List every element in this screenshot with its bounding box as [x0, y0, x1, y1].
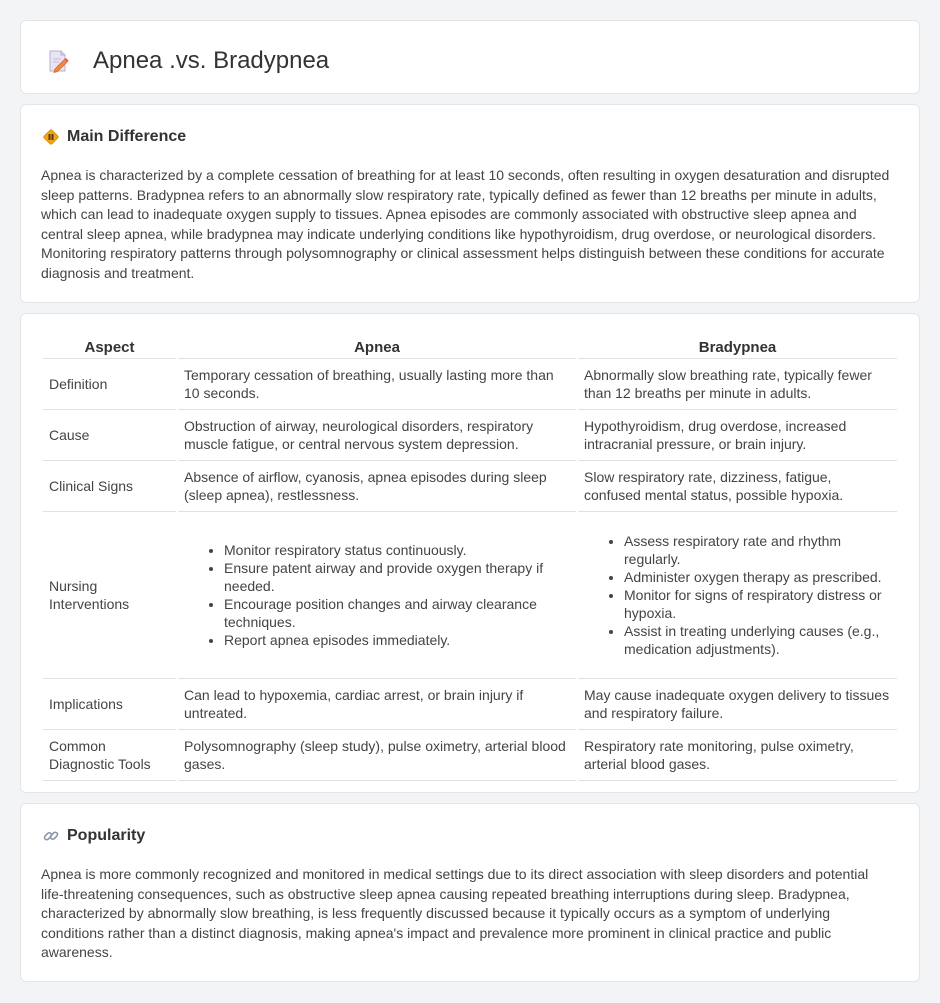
apnea-cell: Temporary cessation of breathing, usually lasting more than 10 seconds.: [178, 359, 576, 410]
apnea-cell: Can lead to hypoxemia, cardiac arrest, or brain injury if untreated.: [178, 679, 576, 730]
document-pencil-icon: [47, 49, 69, 73]
link-icon: [41, 826, 61, 846]
main-difference-card: [20, 104, 920, 303]
apnea-cell: Absence of airflow, cyanosis, apnea episodes during sleep (sleep apnea), restlessness.: [178, 461, 576, 512]
popularity-text: Apnea is more commonly recognized and monitored in medical settings due to its direct association with sleep disorders and potential life-threatening consequences, such as obstructive sleep apnea causing repeated breathing interruptions during sleep. Bradypnea, characterized by abnormally slow breathing, is less frequently discussed because it typically occurs as a symptom of underlying conditions rather than a distinct diagnosis, making apnea's impact and prevalence more prominent in clinical practice and public awareness.: [41, 866, 869, 961]
table-row: [43, 359, 897, 410]
bradypnea-cell: May cause inadequate oxygen delivery to tissues and respiratory failure.: [578, 679, 897, 730]
list-item: • Monitor for signs of respiratory distress or hypoxia.: [624, 586, 891, 622]
popularity-card: [20, 803, 920, 982]
list-item: • Encourage position changes and airway clearance techniques.: [224, 595, 570, 631]
main-difference-title: Main Difference: [67, 128, 187, 145]
comparison-table: [41, 336, 899, 781]
page-title: Apnea .vs. Bradypnea: [93, 47, 330, 74]
header-aspect: Aspect: [43, 336, 176, 359]
bradypnea-cell: [578, 512, 897, 679]
bradypnea-interventions-list: [584, 532, 891, 658]
header-card: [20, 20, 920, 94]
apnea-cell: Polysomnography (sleep study), pulse oximetry, arterial blood gases.: [178, 730, 576, 781]
header-row: [47, 47, 329, 75]
list-item: • Assess respiratory rate and rhythm regularly.: [624, 532, 891, 568]
bradypnea-cell: Abnormally slow breathing rate, typically fewer than 12 breaths per minute in adults.: [578, 359, 897, 410]
table-row: [43, 461, 897, 512]
list-item: • Assist in treating underlying causes (e.g., medication adjustments).: [624, 622, 891, 658]
bradypnea-cell: Respiratory rate monitoring, pulse oximetry, arterial blood gases.: [578, 730, 897, 781]
table-header-row: [43, 336, 897, 359]
aspect-cell: Nursing Interventions: [43, 512, 176, 679]
bradypnea-cell: Hypothyroidism, drug overdose, increased intracranial pressure, or brain injury.: [578, 410, 897, 461]
aspect-cell: Implications: [43, 679, 176, 730]
aspect-cell: Cause: [43, 410, 176, 461]
list-item: • Administer oxygen therapy as prescribed.: [624, 568, 891, 586]
table-row: [43, 410, 897, 461]
header-bradypnea: Bradypnea: [578, 336, 897, 359]
aspect-cell: Common Diagnostic Tools: [43, 730, 176, 781]
table-row: [43, 679, 897, 730]
list-item: • Monitor respiratory status continuously.: [224, 541, 570, 559]
table-row: [43, 512, 897, 679]
list-item: • Ensure patent airway and provide oxygen therapy if needed.: [224, 559, 570, 595]
table-row: [43, 730, 897, 781]
aspect-cell: Definition: [43, 359, 176, 410]
diamond-sign-icon: [41, 127, 61, 147]
apnea-cell: Obstruction of airway, neurological disorders, respiratory muscle fatigue, or central nervous system depression.: [178, 410, 576, 461]
popularity-title: Popularity: [67, 827, 146, 844]
header-apnea: Apnea: [178, 336, 576, 359]
apnea-cell: [178, 512, 576, 679]
popularity-heading: [41, 826, 145, 846]
list-item: • Report apnea episodes immediately.: [224, 631, 570, 649]
aspect-cell: Clinical Signs: [43, 461, 176, 512]
main-difference-text: Apnea is characterized by a complete cessation of breathing for at least 10 seconds, often resulting in oxygen desaturation and disrupted sleep patterns. Bradypnea refers to an abnormally slow respiratory rate, typically defined as fewer than 12 breaths per minute in adults, which can lead to inadequate oxygen supply to tissues. Apnea episodes are commonly associated with obstructive sleep apnea and central sleep apnea, while bradypnea may indicate underlying conditions like hypothyroidism, drug overdose, or neurological disorders. Monitoring respiratory patterns through polysomnography or clinical assessment helps distinguish between these conditions for accurate diagnosis and treatment.: [41, 167, 890, 281]
comparison-card: [20, 313, 920, 793]
main-difference-heading: [41, 127, 186, 147]
bradypnea-cell: Slow respiratory rate, dizziness, fatigue, confused mental status, possible hypoxia.: [578, 461, 897, 512]
apnea-interventions-list: [184, 541, 570, 649]
